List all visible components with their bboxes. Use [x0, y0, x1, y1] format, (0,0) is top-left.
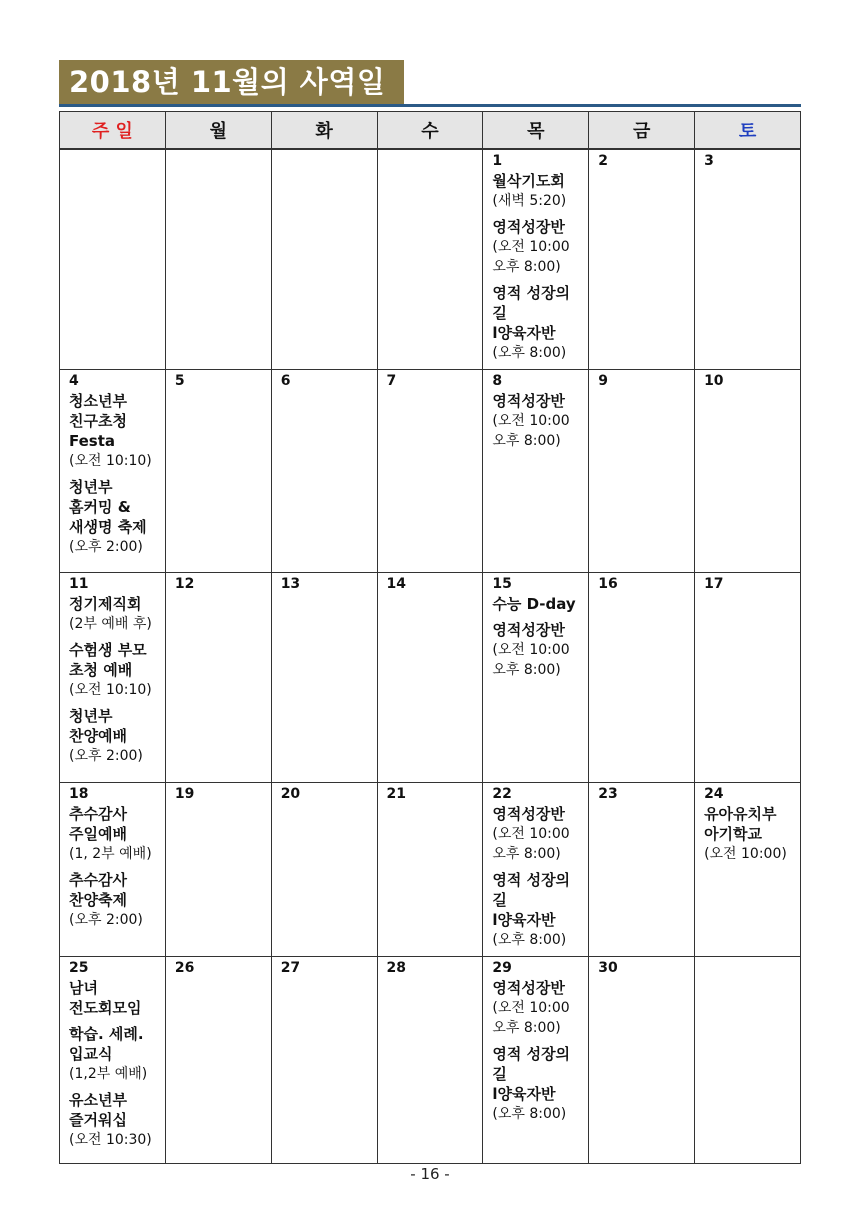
event-title: 추수감사 찬양축제	[69, 871, 127, 909]
day-number: 19	[174, 786, 195, 802]
event-title: 청소년부 친구초청 Festa	[69, 392, 127, 450]
schedule-event	[69, 477, 161, 557]
event-time: (오전 10:10)	[69, 453, 152, 469]
day-cell	[271, 957, 377, 1164]
day-number: 14	[386, 576, 407, 592]
event-title: 영적 성장의길 l양육자반	[492, 1045, 571, 1103]
day-cell	[165, 149, 271, 370]
day-cell	[695, 783, 801, 957]
day-cell	[377, 149, 483, 370]
event-title: 학습. 세례. 입교식	[69, 1025, 144, 1063]
day-cell	[271, 783, 377, 957]
day-number: 20	[280, 786, 301, 802]
schedule-event	[492, 217, 584, 277]
event-time: (2부 예배 후)	[69, 616, 152, 632]
day-cell	[165, 370, 271, 573]
schedule-event	[492, 391, 584, 451]
day-cell	[165, 957, 271, 1164]
event-title: 영적 성장의길 l양육자반	[492, 284, 571, 342]
event-time: (오전 10:10)	[69, 682, 152, 698]
day-number: 16	[598, 576, 618, 592]
day-cell	[483, 573, 589, 783]
schedule-event	[69, 804, 161, 864]
day-cell	[60, 957, 166, 1164]
day-cell	[589, 149, 695, 370]
day-number: 26	[174, 960, 195, 976]
day-number: 2	[598, 153, 608, 169]
schedule-event	[492, 171, 584, 211]
day-cell	[483, 957, 589, 1164]
day-number: 21	[386, 786, 407, 802]
weekday-header-monday: 월	[165, 112, 271, 150]
day-number: 6	[280, 373, 291, 389]
event-time: (오후 8:00)	[492, 1106, 567, 1122]
event-time: (오전 10:00 오후 8:00)	[492, 826, 570, 862]
schedule-event	[69, 978, 161, 1018]
day-cell	[483, 783, 589, 957]
schedule-calendar	[59, 111, 801, 1164]
schedule-event	[69, 1090, 161, 1150]
day-number: 13	[280, 576, 301, 592]
event-title: 영적성장반	[492, 805, 565, 823]
week-row	[60, 149, 801, 370]
schedule-event	[492, 870, 584, 950]
schedule-event	[492, 978, 584, 1038]
event-title: 영적 성장의길 l양육자반	[492, 871, 571, 929]
title-underline	[59, 104, 801, 107]
event-time: (오후 2:00)	[69, 539, 143, 555]
day-cell	[60, 573, 166, 783]
schedule-event	[492, 620, 584, 680]
day-cell	[589, 573, 695, 783]
event-time: (오전 10:00 오후 8:00)	[492, 413, 570, 449]
weekday-header-friday: 금	[589, 112, 695, 150]
event-time: (새벽 5:20)	[492, 193, 567, 209]
day-cell	[60, 370, 166, 573]
day-number: 7	[386, 373, 397, 389]
weekday-header-sunday: 주 일	[60, 112, 166, 150]
event-title: 추수감사 주일예배	[69, 805, 127, 843]
schedule-event	[704, 804, 796, 864]
weekday-header-tuesday: 화	[271, 112, 377, 150]
day-cell	[695, 957, 801, 1164]
day-number: 22	[492, 786, 512, 802]
page-number: - 16 -	[410, 1165, 450, 1183]
event-title: 영적성장반	[492, 392, 565, 410]
day-number: 17	[704, 576, 724, 592]
event-time: (오후 8:00)	[492, 932, 567, 948]
week-row	[60, 957, 801, 1164]
day-cell	[589, 957, 695, 1164]
day-cell	[483, 370, 589, 573]
schedule-event	[69, 391, 161, 471]
day-number: 15	[492, 576, 512, 592]
day-cell	[271, 573, 377, 783]
weekday-header-saturday: 토	[695, 112, 801, 150]
day-number: 25	[69, 960, 89, 976]
event-title: 정기제직회	[69, 595, 142, 613]
schedule-event	[492, 1044, 584, 1124]
event-time: (오전 10:30)	[69, 1132, 152, 1148]
day-cell	[483, 149, 589, 370]
event-title: 수능 D-day	[492, 595, 576, 613]
day-number: 27	[280, 960, 301, 976]
day-number: 12	[174, 576, 195, 592]
event-title: 유아유치부 아기학교	[704, 805, 777, 843]
schedule-event	[492, 283, 584, 363]
schedule-event	[69, 706, 161, 766]
day-number: 9	[598, 373, 608, 389]
event-time: (오전 10:00 오후 8:00)	[492, 1000, 570, 1036]
schedule-event	[69, 594, 161, 634]
day-number: 23	[598, 786, 618, 802]
day-number: 4	[69, 373, 79, 389]
schedule-event	[69, 640, 161, 700]
event-title: 영적성장반	[492, 621, 565, 639]
event-title: 수험생 부모 초청 예배	[69, 641, 147, 679]
day-cell	[695, 370, 801, 573]
day-cell	[377, 370, 483, 573]
weekday-header-row	[60, 112, 801, 150]
week-row	[60, 573, 801, 783]
day-number: 8	[492, 373, 503, 389]
day-number: 10	[704, 373, 724, 389]
schedule-event	[69, 870, 161, 930]
day-cell	[589, 370, 695, 573]
day-cell	[377, 783, 483, 957]
event-title: 청년부 찬양예배	[69, 707, 127, 745]
day-cell	[271, 149, 377, 370]
event-time: (오전 10:00)	[704, 846, 787, 862]
day-cell	[695, 573, 801, 783]
day-number: 30	[598, 960, 618, 976]
event-time: (오후 2:00)	[69, 748, 143, 764]
event-time: (1,2부 예배)	[69, 1066, 148, 1082]
day-cell	[377, 957, 483, 1164]
weekday-header-wednesday: 수	[377, 112, 483, 150]
weekday-header-thursday: 목	[483, 112, 589, 150]
event-time: (오전 10:00 오후 8:00)	[492, 642, 570, 678]
event-time: (오후 2:00)	[69, 912, 143, 928]
day-number: 24	[704, 786, 724, 802]
event-title: 영적성장반	[492, 218, 565, 236]
event-title: 남녀 전도회모임	[69, 979, 142, 1017]
day-number: 1	[492, 153, 503, 169]
event-title: 월삭기도회	[492, 172, 565, 190]
day-number: 5	[174, 373, 185, 389]
schedule-event	[492, 594, 584, 614]
day-number: 18	[69, 786, 89, 802]
day-number: 11	[69, 576, 89, 592]
day-number: 29	[492, 960, 512, 976]
event-time: (오전 10:00 오후 8:00)	[492, 239, 570, 275]
day-cell	[60, 149, 166, 370]
week-row	[60, 783, 801, 957]
event-time: (1, 2부 예배)	[69, 846, 152, 862]
day-number: 3	[704, 153, 714, 169]
day-cell	[589, 783, 695, 957]
day-number: 28	[386, 960, 407, 976]
day-cell	[165, 783, 271, 957]
day-cell	[695, 149, 801, 370]
event-title: 영적성장반	[492, 979, 565, 997]
day-cell	[165, 573, 271, 783]
page-title: 2018년 11월의 사역일	[59, 60, 404, 104]
day-cell	[377, 573, 483, 783]
event-title: 유소년부 즐거워십	[69, 1091, 127, 1129]
day-cell	[271, 370, 377, 573]
event-title: 청년부 홈커밍 & 새생명 축제	[69, 478, 147, 536]
day-cell	[60, 783, 166, 957]
schedule-event	[69, 1024, 161, 1084]
event-time: (오후 8:00)	[492, 345, 567, 361]
week-row	[60, 370, 801, 573]
schedule-event	[492, 804, 584, 864]
